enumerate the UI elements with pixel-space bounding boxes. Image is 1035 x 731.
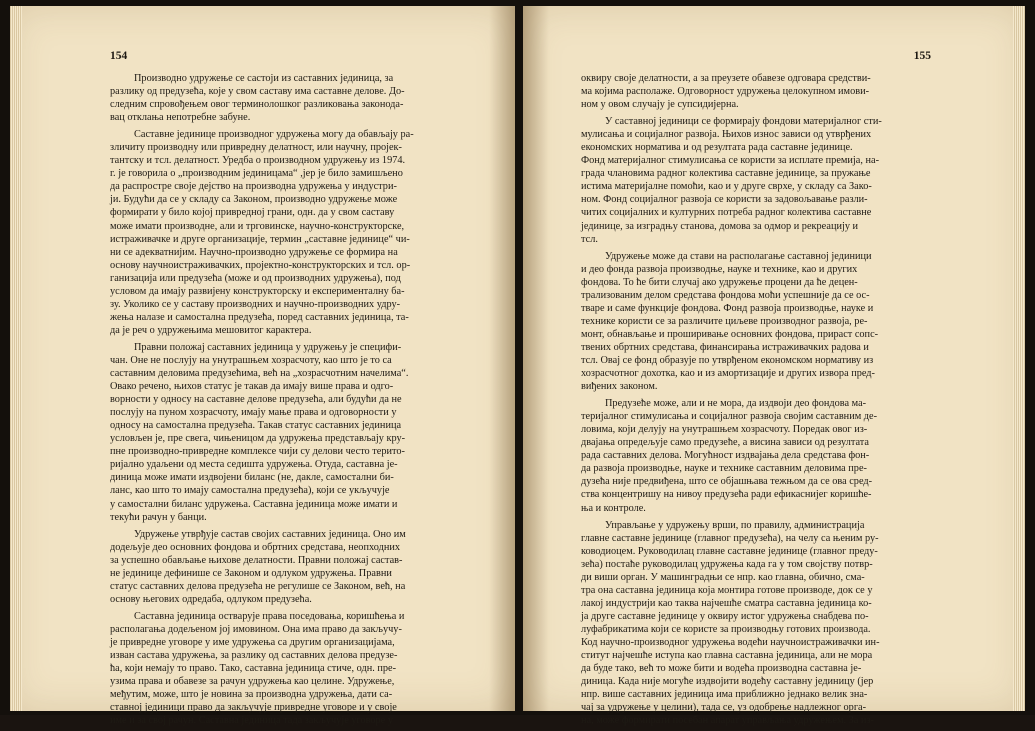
paragraph: Саставне јединице производног удружења могу да обављају ра- зличиту производну или привредну делатност, или научну, пројек- тантску и тсл. делатност. Уредба о производном удружењу из 1974. г. је говорила о „производним јединицама“ ,јер је било замишљено да распростре своје дејство на производна удружења у индустри- ји. Будући да се у складу са Законом, производно удружење може формирати у било којој привредној грани, одн. да у свом саставу може имати производне, али и трговинске, научно-конструкторске, истраживачке и друге организације, термин „саставне јединице“ чи- ни се адекватнијим. Научно-производно удружење се формира на основу научноистраживачких, пројектно-конструкторских и тсл. ор- ганизација или предузећа (може и од производних удружења), под условом да имају развијену конструкторску и експерименталну ба- зу. Уколико се у саставу производних и научно-производних удру- жења налазе и самостална предузећа, поред саставних јединица, та- да је реч о удружењима мешовитог карактера.: [110, 129, 414, 336]
paragraph: Правни положај саставних јединица у удружењу је специфи- чан. Оне не послују на унутрашњем хозрасчоту, као што је то са саставним деловима предузећима, већ на „хозрасчотним начелима“. Овако речено, њихов статус је такав да имају више права и одго- ворности у односу на саставне делове предузећа, али будући да не послују на пуном хозрасчоту, имају мање права и одговорности у односу на самостална предузећа. Такав статус саставних јединица условљен је, пре свега, чињеницом да удружења представљају кру- пне производно-привредне комплексе чији су делови често терито- ријално удаљени од места седишта удружења. Отуда, саставна је- диница може имати издвојени биланс (не, дакле, самостални би- ланс, као што то имају самостална предузећа), који се укључује у самостални биланс удружења. Саставна јединица може имати и текући рачун у банци.: [110, 341, 409, 523]
page-edges-left: [10, 6, 22, 711]
paragraph: Предузеће може, али и не мора, да издвоји део фондова ма- теријалног стимулисања и социјалног развоја својим саставним де- ловима, који делују на унутрашњем хозрасчоту. Поредак овог из- двајања опредељује само предузеће, а висина зависи од резултата рада саставних делова. Могућност издвајања дела средстава фон- да развоја производње, науке и технике саставним деловима пре- дузећа није предвиђена, што се објашњава тежњом да се ова сред- ства концентришу на нивоу предузећа ради ефикаснијег коришће- ња и контроле.: [581, 398, 878, 514]
paragraph: Производно удружење се састоји из саставних јединица, за разлику од предузећа, које у свом саставу има саставне делове. До- следним спровођењем овог терминолошког разликовања законода- вац отклања непотребне забуне.: [110, 73, 405, 124]
gutter-shadow-right: [523, 6, 549, 711]
left-page-body: [110, 72, 500, 731]
page-number-left: 154: [110, 50, 128, 62]
paragraph: Саставна јединица остварује права поседовања, коришћења и располагања додељеном јој имовином. Она има право да закључу- је привредне уговоре у име удружења са другим организацијама, изван састава удружења, за разлику од саставних делова предузе- ћа, који немају то право. Тако, саставна јединица стиче, одн. пре- узима права и обавезе за рачун удружења као целине. Удружење, међутим, може, што је новина за производна удружења, дати са- ставној јединици право да закључује привредне уговоре и у своје име и за свој рачун. Саставна јединица тада закључује уговоре у: [110, 610, 405, 727]
paragraph: оквиру своје делатности, а за преузете обавезе одговара средстви- ма којима располаже. Одговорност удружења целокупном имови- ном у овом случају је супсидијерна.: [581, 73, 871, 111]
page-number-right: 155: [913, 50, 931, 62]
paragraph: У саставној јединици се формирају фондови материјалног сти- мулисања и социјалног развоја. Њихов износ зависи од утврђених економских норматива и од резултата рада саставне јединице. Фонд материјалног стимулисања се користи за исплате премија, на- града члановима радног колектива саставне јединице, за пружање истима материјалне помоћи, као и у друге сврхе, у складу са Зако- ном. Фонд социјалног развоја се користи за задовољавање разли- читих социјалних и културних потреба радног колектива саставне јединице, за изградњу станова, домова за одмор и рекреацију и тсл.: [581, 116, 882, 245]
right-page: [523, 6, 1025, 727]
right-page-body: [581, 72, 978, 731]
left-page: [10, 6, 515, 727]
paragraph: Управљање у удружењу врши, по правилу, администрација главне саставне јединице (главног предузећа), на челу са њеним ру- ководиоцем. Руководилац главне саставне јединице (главног преду- зећа) постаће руководилац удружења када га у том својству потвр- ди виши орган. У машинградњи се нпр. као главна, обично, сма- тра она саставна јединица која монтира готове производе, док се у лакој индустрији као таква најчешће сматра саставна јединица ко- ја друге саставне јединице у оквиру истог удружења снабдева по- луфабрикатима који се користе за производњу готових производа. Код научно-производног удружења водећи научноистраживачки ин- ститут најчешће иступа као главна саставна јединица, али не мора да буде тако, већ то може бити и водећа производна саставна је- диница. Када није могуће издвојити водећу саставну јединицу (јер нпр. више саставних јединица има приближно једнако велик зна- чај за удружење у целини), тада се, уз одобрење надлежног орга- на, може формирати посебан апарат управљања удружењем. За из-: [581, 519, 880, 727]
paragraph: Удружење може да стави на располагање саставној јединици и део фонда развоја производње, науке и технике, као и других фондова. То ће бити случај ако удружење процени да ће децен- трализованим делом средстава фондова моћи успешније да се ос- тваре и саме функције фондова. Фонд развоја производње, науке и технике користи се за различите циљеве производног развоја, ре- монт, обнављање и проширивање основних фондова, прираст сопс- твених обртних средстава, финансирања истраживачких радова и тсл. Овај се фонд образује по утврђеном економском нормативу из хозрасчотног дохотка, као и из амортизације и других извора пред- виђених законом.: [581, 250, 879, 393]
paragraph: Удружење утврђује састав својих саставних јединица. Оно им додељује део основних фондова и обртних средстава, неопходних за успешно обављање њихове делатности. Правни положај састав- не јединице дефинише се Законом и одлуком удружења. Правни статус саставних делова предузећа не регулише се Законом, већ, на основу његових одредаба, одлуком предузећа.: [110, 528, 406, 605]
page-edges-right: [1013, 6, 1025, 711]
